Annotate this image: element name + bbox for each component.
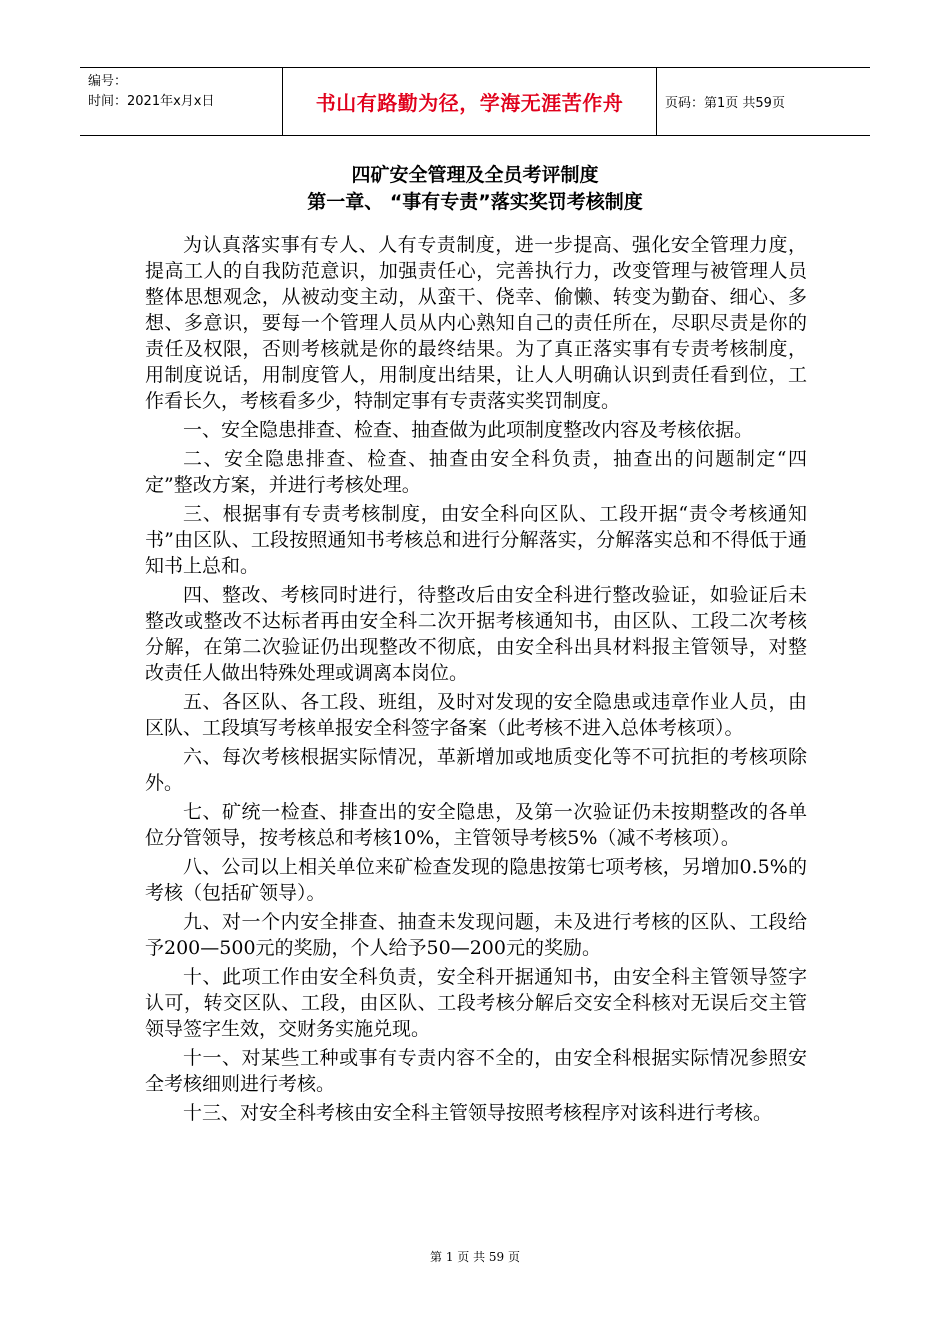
document-body (145, 232, 807, 1126)
header-meta-cell (80, 68, 283, 135)
paragraph-item-8: 八、公司以上相关单位来矿检查发现的隐患按第七项考核，另增加0.5%的考核（包括矿领导）。 (145, 856, 807, 904)
paragraph-item-2: 二、安全隐患排查、检查、抽查由安全科负责，抽查出的问题制定“四定”整改方案，并进行考核处理。 (145, 448, 807, 496)
paragraph-item-7: 七、矿统一检查、排查出的安全隐患，及第一次验证仍未按期整改的各单位分管领导，按考核总和考核10%，主管领导考核5%（减不考核项）。 (145, 801, 807, 849)
paragraph-item-3: 三、根据事有专责考核制度，由安全科向区队、工段开据“责令考核通知书”由区队、工段按照通知书考核总和进行分解落实，分解落实总和不得低于通知书上总和。 (145, 503, 807, 577)
page-info-text: 页码：第1页 共59页 (665, 96, 785, 111)
page-footer: 第 1 页 共 59 页 (430, 1250, 520, 1264)
paragraph-item-6: 六、每次考核根据实际情况，革新增加或地质变化等不可抗拒的考核项除外。 (145, 746, 807, 794)
paragraph-item-11: 十一、对某些工种或事有专责内容不全的，由安全科根据实际情况参照安全考核细则进行考核。 (145, 1047, 807, 1095)
page-info-cell (657, 68, 870, 135)
chapter-title: 第一章、 “事有专责”落实奖罚考核制度 (307, 191, 643, 213)
time-label: 时间：2021年x月x日 (88, 94, 215, 109)
paragraph-item-10: 十、此项工作由安全科负责，安全科开据通知书，由安全科主管领导签字认可，转交区队、工段，由区队、工段考核分解后交安全科核对无误后交主管领导签字生效，交财务实施兑现。 (145, 966, 807, 1040)
paragraph-item-1: 一、安全隐患排查、检查、抽查做为此项制度整改内容及考核依据。 (183, 419, 754, 441)
paragraph-intro: 为认真落实事有专人、人有专责制度，进一步提高、强化安全管理力度，提高工人的自我防范意识，加强责任心，完善执行力，改变管理与被管理人员整体思想观念，从被动变主动，从蛮干、侥幸、偷懒、转变为勤奋、细心、多想、多意识，要每一个管理人员从内心熟知自己的责任所在，尽职尽责是你的责任及权限，否则考核就是你的最终结果。为了真正落实事有专责考核制度，用制度说话，用制度管人，用制度出结果，让人人明确认识到责任看到位，工作看长久，考核看多少，特制定事有专责落实奖罚制度。 (145, 234, 807, 412)
number-label: 编号： (88, 74, 128, 89)
header-table (80, 67, 870, 136)
paragraph-item-4: 四、整改、考核同时进行，待整改后由安全科进行整改验证，如验证后未整改或整改不达标者再由安全科二次开据考核通知书，由区队、工段二次考核分解，在第二次验证仍出现整改不彻底，由安全科出具材料报主管领导，对整改责任人做出特殊处理或调离本岗位。 (145, 584, 807, 684)
paragraph-item-13: 十三、对安全科考核由安全科主管领导按照考核程序对该科进行考核。 (183, 1102, 773, 1124)
paragraph-item-5: 五、各区队、各工段、班组，及时对发现的安全隐患或违章作业人员，由区队、工段填写考核单报安全科签字备案（此考核不进入总体考核项）。 (145, 691, 807, 739)
motto-text: 书山有路勤为径，学海无涯苦作舟 (315, 91, 624, 115)
motto-cell (283, 68, 657, 135)
document-title: 四矿安全管理及全员考评制度 (351, 164, 599, 186)
paragraph-item-9: 九、对一个内安全排查、抽查未发现问题，未及进行考核的区队、工段给予200—500元的奖励，个人给予50—200元的奖励。 (145, 911, 807, 959)
